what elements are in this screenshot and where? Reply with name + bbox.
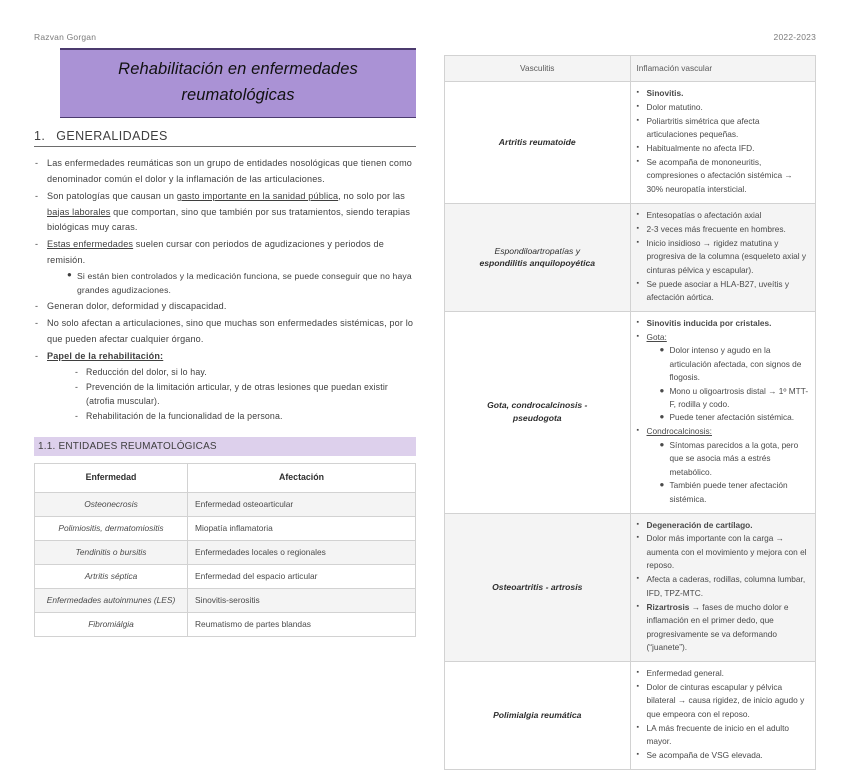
square-bullet-icon: ▪ <box>636 210 639 218</box>
list-item <box>636 87 810 100</box>
table-row-vasculitis <box>445 56 816 82</box>
table-row <box>35 492 416 516</box>
sub-list-item-text: Prevención de la limitación articular, y de otras lesiones que puedan existir (atrofia muscular). <box>86 381 389 407</box>
square-bullet-icon: ▪ <box>636 427 639 435</box>
list-item <box>636 749 810 762</box>
disease-name-line2: pseudogota <box>512 413 562 424</box>
list-item <box>636 142 810 155</box>
list-item <box>636 573 810 600</box>
list-item <box>636 209 810 222</box>
list-item-text: Rizartrosis → fases de mucho dolor e inflamación en el primer dedo, que progresivamente se va deformando (“juanete”). <box>646 601 789 652</box>
cell-disease-name: Osteoartritis - artrosis <box>445 513 631 661</box>
patologias-table <box>444 55 816 770</box>
dash-bullet-icon: - <box>35 190 39 201</box>
description-list <box>636 519 810 655</box>
list-item-text: Se puede asociar a HLA-B27, uveítis y afectación aórtica. <box>646 278 790 302</box>
document-title-line2: reumatológicas <box>181 85 295 104</box>
list-item <box>636 667 810 680</box>
dash-bullet-icon: - <box>35 239 39 250</box>
sub-list-item-text: Síntomas parecidos a la gota, pero que se asocia más a estrés metabólico. <box>669 439 799 477</box>
list-item-text: Gota: <box>646 331 667 342</box>
cell-disease-desc <box>630 661 816 769</box>
rehabilitacion-sub-list <box>47 365 416 425</box>
square-bullet-icon: ▪ <box>636 116 639 124</box>
list-item <box>636 601 810 655</box>
sub-list-item <box>67 269 416 298</box>
dash-bullet-icon: - <box>35 158 39 169</box>
round-bullet-icon: ● <box>659 480 665 490</box>
section-heading-1 <box>34 129 416 147</box>
list-item-text: Sinovitis inducida por cristales. <box>646 317 772 328</box>
square-bullet-icon: ▪ <box>636 520 639 528</box>
square-bullet-icon: ▪ <box>636 602 639 610</box>
list-item-text: Se acompaña de VSG elevada. <box>646 750 763 761</box>
column-header-enfermedad: Enfermedad <box>35 464 188 493</box>
sub-list-item <box>660 439 810 479</box>
dash-bullet-icon: - <box>35 300 39 311</box>
list-item-text: Degeneración de cartílago. <box>646 519 753 530</box>
list-item <box>636 317 810 330</box>
dash-bullet-icon: - <box>75 366 79 377</box>
square-bullet-icon: ▪ <box>636 332 639 340</box>
cell-enfermedad: Osteonecrosis <box>35 492 188 516</box>
generalidades-list <box>34 156 416 424</box>
entidades-reumatologicas-table <box>34 463 416 637</box>
list-item-text: Dolor de cinturas escapular y pélvica bilateral → causa rigidez, de inicio agudo y que empeora con el reposo. <box>646 681 805 719</box>
square-bullet-icon: ▪ <box>636 575 639 583</box>
list-item-text: Generan dolor, deformidad y discapacidad. <box>47 300 227 311</box>
list-item-text: Inicio insidioso → rigidez matutina y progresiva de la columna (esqueleto axial y cinturas pélvica y escapular). <box>646 237 807 275</box>
disease-name-line1: Espondiloartropatías y <box>494 245 580 256</box>
list-item-text: Habitualmente no afecta IFD. <box>646 143 755 154</box>
list-item <box>636 331 810 425</box>
cell-enfermedad: Fibromiálgia <box>35 613 188 637</box>
sub-list-item <box>75 409 416 424</box>
sub-list <box>47 269 416 298</box>
cell-enfermedad: Enfermedades autoinmunes (LES) <box>35 589 188 613</box>
list-item <box>636 532 810 572</box>
square-bullet-icon: ▪ <box>636 102 639 110</box>
list-item-text: Afecta a caderas, rodillas, columna lumbar, IFD, TPZ-MTC. <box>646 574 806 598</box>
square-bullet-icon: ▪ <box>636 224 639 232</box>
table-row <box>35 613 416 637</box>
left-column <box>34 48 416 637</box>
sub-list-item <box>660 344 810 384</box>
cell-afectacion: Reumatismo de partes blandas <box>188 613 416 637</box>
cell-enfermedad: Polimiositis, dermatomiositis <box>35 517 188 541</box>
cell-afectacion: Miopatía inflamatoria <box>188 517 416 541</box>
dash-bullet-icon: - <box>35 350 39 361</box>
cell-disease-desc <box>630 203 816 311</box>
sub-list-item-text: Reducción del dolor, si lo hay. <box>86 366 207 377</box>
square-bullet-icon: ▪ <box>636 158 639 166</box>
sub-list-item <box>660 411 810 424</box>
table-row <box>445 203 816 311</box>
sub-list-item-text: Puede tener afectación sistémica. <box>669 412 795 423</box>
sub-list-item <box>75 365 416 380</box>
dash-bullet-icon: - <box>35 318 39 329</box>
description-list <box>636 209 810 305</box>
cell-afectacion: Enfermedades locales o regionales <box>188 541 416 565</box>
list-item-text: Son patologías que causan un gasto importante en la sanidad pública, no solo por las bajas laborales que comportan, sino que también por sus tratamientos, siendo terapias biológicas muy caras. <box>47 190 411 233</box>
sub-list-item <box>660 479 810 506</box>
square-bullet-icon: ▪ <box>636 682 639 690</box>
sub-list <box>647 439 810 506</box>
cell-enfermedad: Artritis séptica <box>35 565 188 589</box>
academic-year: 2022-2023 <box>773 32 816 42</box>
sub-list-item <box>75 380 416 410</box>
author-name: Razvan Gorgan <box>34 32 97 42</box>
column-header-afectacion: Afectación <box>188 464 416 493</box>
cell-afectacion: Sinovitis-serositis <box>188 589 416 613</box>
list-item-text: No solo afectan a articulaciones, sino que muchas son enfermedades sistémicas, por lo que pueden afectar cualquier órgano. <box>47 318 414 344</box>
sub-list-item-text: Mono u oligoartrosis distal → 1º MTT-F, rodilla y codo. <box>669 385 809 410</box>
cell-vasculitis-desc: Inflamación vascular <box>630 56 816 82</box>
list-item-text: Se acompaña de mononeuritis, compresiones o afectación sistémica → 30% neuropatía intersticial. <box>646 157 793 194</box>
disease-name-line1: Gota, condrocalcinosis - <box>487 400 588 411</box>
section-title: GENERALIDADES <box>56 129 168 144</box>
list-item-text: Poliartritis simétrica que afecta articulaciones pequeñas. <box>646 115 760 140</box>
description-list <box>636 667 810 763</box>
list-item <box>636 425 810 506</box>
section-number: 1. <box>34 129 46 144</box>
list-item <box>636 223 810 236</box>
round-bullet-icon: ● <box>659 439 665 449</box>
list-item-text: Sinovitis. <box>646 87 684 98</box>
list-item <box>636 237 810 277</box>
list-item <box>636 519 810 532</box>
list-item-text: Entesopatías o afectación axial <box>646 209 762 220</box>
list-item-text: Enfermedad general. <box>646 667 724 678</box>
list-item <box>34 156 416 187</box>
list-item-text: Las enfermedades reumáticas son un grupo de entidades nosológicas que tienen como denominador común el dolor y la inflamación de las articulaciones. <box>47 158 413 184</box>
square-bullet-icon: ▪ <box>636 144 639 152</box>
cell-disease-desc <box>630 513 816 661</box>
cell-disease-desc <box>630 81 816 203</box>
table-row <box>445 661 816 769</box>
document-title-line1: Rehabilitación en enfermedades <box>118 60 358 78</box>
table-row <box>445 513 816 661</box>
list-item-text: Papel de la rehabilitación: <box>47 350 164 361</box>
square-bullet-icon: ▪ <box>636 88 639 96</box>
table-row <box>445 311 816 513</box>
list-item-text: Estas enfermedades suelen cursar con periodos de agudizaciones y periodos de remisión. <box>47 239 384 265</box>
square-bullet-icon: ▪ <box>636 279 639 287</box>
sub-list-item <box>660 385 810 412</box>
list-item-text: LA más frecuente de inicio en el adulto mayor. <box>646 722 790 747</box>
table-row <box>35 517 416 541</box>
cell-disease-desc <box>630 311 816 513</box>
cell-disease-name: Artritis reumatoide <box>445 81 631 203</box>
square-bullet-icon: ▪ <box>636 668 639 676</box>
cell-vasculitis-name: Vasculitis <box>445 56 631 82</box>
sub-list-item-text: Rehabilitación de la funcionalidad de la persona. <box>86 411 283 422</box>
table-header-row <box>35 464 416 493</box>
title-banner <box>60 48 416 118</box>
cell-afectacion: Enfermedad del espacio articular <box>188 565 416 589</box>
list-item <box>636 681 810 721</box>
dash-bullet-icon: - <box>75 411 79 422</box>
right-column <box>444 48 816 770</box>
list-item <box>34 299 416 315</box>
round-bullet-icon: ● <box>67 269 72 279</box>
list-item-text: Condrocalcinosis: <box>646 426 712 437</box>
cell-disease-name <box>445 203 631 311</box>
list-item <box>636 115 810 142</box>
table-row <box>35 541 416 565</box>
sub-list-item-text: También puede tener afectación sistémica. <box>669 480 788 504</box>
square-bullet-icon: ▪ <box>636 318 639 326</box>
cell-disease-name: Polimialgia reumática <box>445 661 631 769</box>
sub-list <box>647 344 810 425</box>
table-row <box>35 589 416 613</box>
description-list <box>636 87 810 197</box>
square-bullet-icon: ▪ <box>636 534 639 542</box>
list-item <box>636 722 810 749</box>
list-item <box>34 316 416 347</box>
cell-disease-name <box>445 311 631 513</box>
dash-bullet-icon: - <box>75 381 79 392</box>
page-header <box>34 32 816 42</box>
square-bullet-icon: ▪ <box>636 723 639 731</box>
disease-name-line2: espondilitis anquilopoyética <box>479 258 596 269</box>
square-bullet-icon: ▪ <box>636 751 639 759</box>
list-item <box>34 349 416 424</box>
square-bullet-icon: ▪ <box>636 238 639 246</box>
list-item-text: Dolor matutino. <box>646 101 703 112</box>
list-item-text: Dolor más importante con la carga → aumenta con el movimiento y mejora con el reposo. <box>646 533 807 571</box>
cell-enfermedad: Tendinitis o bursitis <box>35 541 188 565</box>
sub-list-item-text: Dolor intenso y agudo en la articulación afectada, con signos de flogosis. <box>669 345 802 383</box>
round-bullet-icon: ● <box>659 412 665 422</box>
table-row <box>35 565 416 589</box>
description-list <box>636 317 810 506</box>
round-bullet-icon: ● <box>659 385 665 395</box>
list-item <box>636 278 810 305</box>
list-item-text: 2-3 veces más frecuente en hombres. <box>646 223 786 234</box>
list-item <box>636 156 810 196</box>
list-item <box>636 101 810 114</box>
sub-list-item-text: Si están bien controlados y la medicación funciona, se puede conseguir que no haya grandes agudizaciones. <box>77 270 412 296</box>
cell-afectacion: Enfermedad osteoarticular <box>188 492 416 516</box>
section-heading-1-1: 1.1. ENTIDADES REUMATOLÓGICAS <box>34 437 416 456</box>
table-row <box>445 81 816 203</box>
list-item <box>34 237 416 297</box>
round-bullet-icon: ● <box>659 345 665 355</box>
list-item <box>34 189 416 236</box>
